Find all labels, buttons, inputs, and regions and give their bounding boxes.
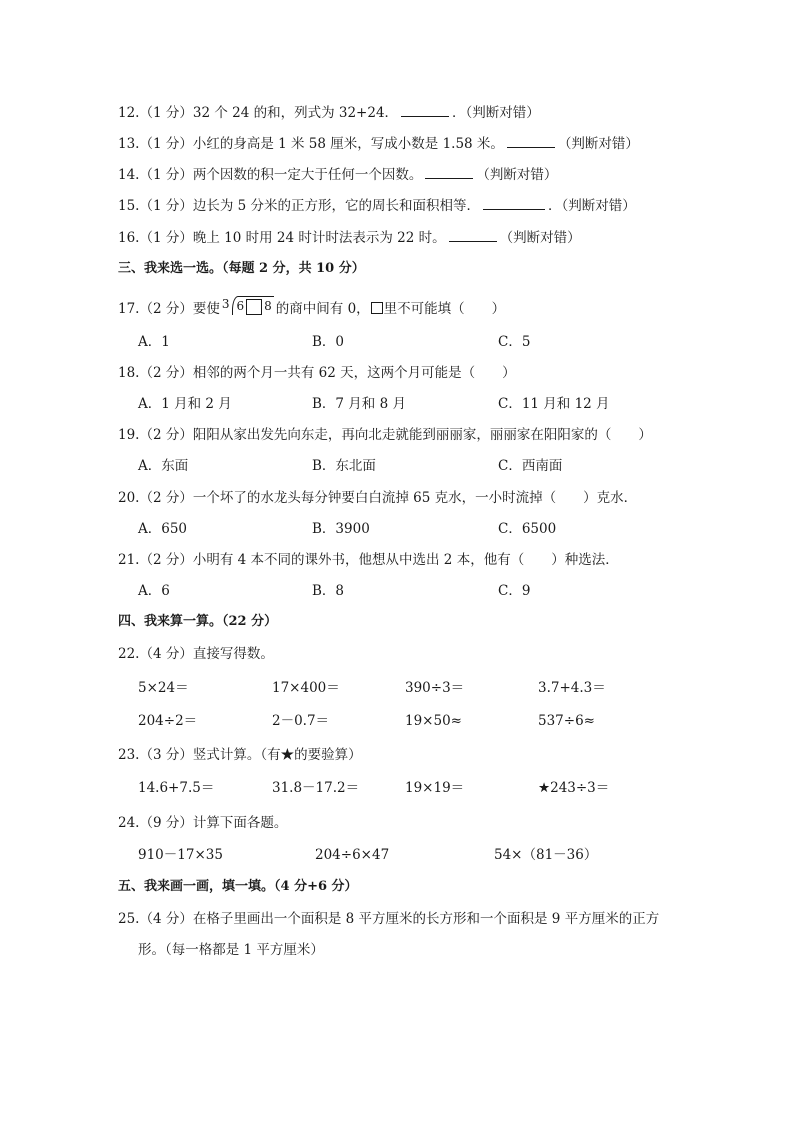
calc-item: 3.7+4.3＝ — [538, 680, 606, 696]
question-16: 16.（1 分）晚上 10 时用 24 时计时法表示为 22 时。 （判断对错） — [118, 230, 581, 246]
question-22: 22.（4 分）直接写得数。 — [118, 646, 274, 662]
question-17: 17.（2 分）要使 3 6 8 的商中间有 0， 里不可能填（ ） — [118, 297, 506, 317]
option-a[interactable]: A．6 — [138, 583, 170, 599]
calc-item: 31.8－17.2＝ — [272, 780, 360, 796]
calc-item: 2－0.7＝ — [272, 713, 330, 729]
option-b[interactable]: B．7 月和 8 月 — [312, 396, 406, 412]
option-c[interactable]: C．西南面 — [498, 458, 563, 474]
answer-blank[interactable] — [449, 229, 497, 242]
question-23: 23.（3 分）竖式计算。（有★的要验算） — [118, 747, 362, 763]
section-title-draw: 五、我来画一画，填一填。（4 分+6 分） — [118, 879, 358, 894]
question-25: 25.（4 分）在格子里画出一个面积是 8 平方厘米的长方形和一个面积是 9 平方厘米的正方 — [118, 911, 660, 927]
option-b[interactable]: B．0 — [312, 334, 345, 350]
calc-item: ★243÷3＝ — [538, 780, 610, 796]
section-title-calculate: 四、我来算一算。（22 分） — [118, 614, 278, 629]
calc-item: 5×24＝ — [138, 680, 189, 696]
section-title-choose: 三、我来选一选。（每题 2 分，共 10 分） — [118, 261, 365, 276]
calc-item: 17×400＝ — [272, 680, 340, 696]
calc-item: 910－17×35 — [138, 847, 223, 863]
option-c[interactable]: C．5 — [498, 334, 531, 350]
long-division-symbol: 3 6 8 — [221, 297, 272, 313]
option-b[interactable]: B．东北面 — [312, 458, 376, 474]
option-a[interactable]: A．东面 — [138, 458, 189, 474]
option-a[interactable]: A．650 — [138, 521, 188, 537]
square-box-icon — [371, 302, 383, 314]
option-a[interactable]: A．1 月和 2 月 — [138, 396, 232, 412]
answer-blank[interactable] — [425, 166, 473, 179]
option-c[interactable]: C．6500 — [498, 521, 557, 537]
question-19: 19.（2 分）阳阳从家出发先向东走，再向北走就能到丽丽家，丽丽家在阳阳家的（ ） — [118, 427, 652, 443]
calc-item: 204÷6×47 — [315, 847, 390, 863]
option-c[interactable]: C．9 — [498, 583, 531, 599]
option-b[interactable]: B．8 — [312, 583, 345, 599]
question-13: 13.（1 分）小红的身高是 1 米 58 厘米，写成小数是 1.58 米。 （判断对错） — [118, 136, 639, 152]
option-b[interactable]: B．3900 — [312, 521, 370, 537]
answer-blank[interactable] — [401, 104, 449, 117]
answer-blank[interactable] — [483, 197, 545, 210]
option-c[interactable]: C．11 月和 12 月 — [498, 396, 610, 412]
blank-box — [246, 299, 262, 315]
question-12: 12.（1 分）32 个 24 的和，列式为 32+24． ．（判断对错） — [118, 105, 540, 121]
calc-item: 14.6+7.5＝ — [138, 780, 215, 796]
option-a[interactable]: A．1 — [138, 334, 170, 350]
question-25-cont: 形。（每一格都是 1 平方厘米） — [138, 942, 324, 958]
question-24: 24.（9 分）计算下面各题。 — [118, 815, 288, 831]
calc-item: 19×50≈ — [405, 713, 462, 729]
question-21: 21.（2 分）小明有 4 本不同的课外书，他想从中选出 2 本，他有（ ）种选法． — [118, 552, 619, 568]
calc-item: 390÷3＝ — [405, 680, 465, 696]
calc-item: 54×（81－36） — [494, 847, 598, 863]
question-18: 18.（2 分）相邻的两个月一共有 62 天，这两个月可能是（ ） — [118, 365, 516, 381]
answer-blank[interactable] — [507, 135, 555, 148]
question-14: 14.（1 分）两个因数的积一定大于任何一个因数。 （判断对错） — [118, 167, 558, 183]
calc-item: 204÷2＝ — [138, 713, 198, 729]
question-20: 20.（2 分）一个坏了的水龙头每分钟要白白流掉 65 克水，一小时流掉（ ）克水． — [118, 490, 638, 506]
question-15: 15.（1 分）边长为 5 分米的正方形，它的周长和面积相等． ．（判断对错） — [118, 198, 636, 214]
calc-item: 537÷6≈ — [538, 713, 595, 729]
calc-item: 19×19＝ — [405, 780, 465, 796]
